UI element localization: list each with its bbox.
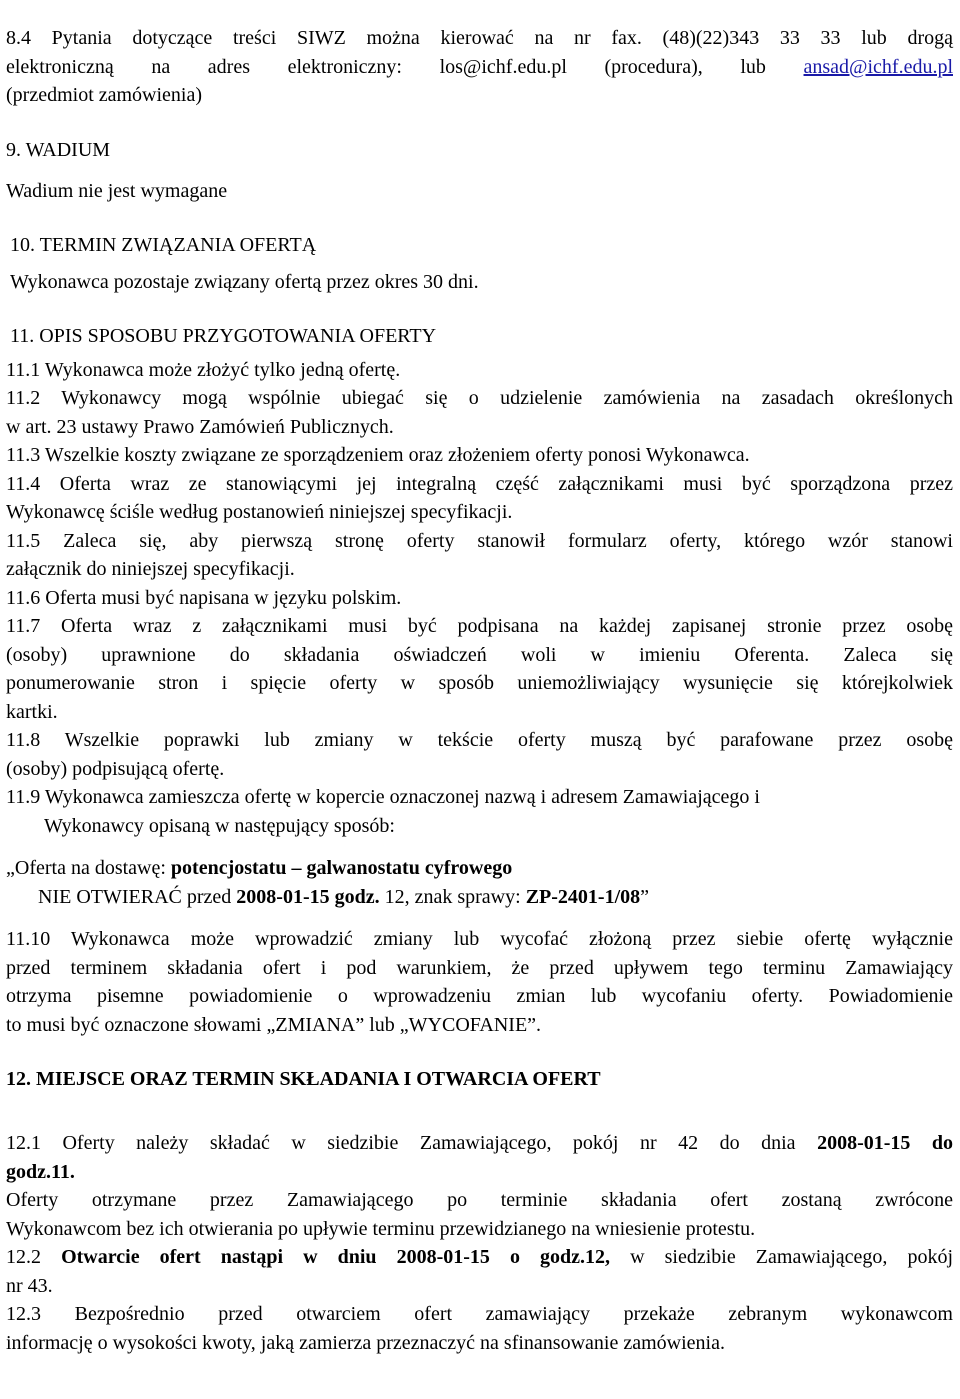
- paragraph-11-5-line-1: 11.5 Zaleca się, aby pierwszą stronę oferty stanowił formularz oferty, którego wzór stanowi: [6, 529, 953, 552]
- paragraph-11-10-line-4: to musi być oznaczone słowami „ZMIANA” lub „WYCOFANIE”.: [6, 1013, 542, 1036]
- heading-termin-zwiazania: 10. TERMIN ZWIĄZANIA OFERTĄ: [10, 233, 317, 256]
- paragraph-11-7-line-2: (osoby) uprawnione do składania oświadczeń woli w imieniu Oferenta. Zaleca się: [6, 643, 953, 666]
- section-10: [6, 231, 953, 296]
- paragraph-11-8-line-1: 11.8 Wszelkie poprawki lub zmiany w tekście oferty muszą być parafowane przez osobę: [6, 729, 953, 751]
- paragraph-11-7-line-4: kartki.: [6, 700, 58, 723]
- section-8-4: [6, 24, 953, 110]
- envelope-line-2: [6, 883, 953, 912]
- paragraph-11-9-line-1: 11.9 Wykonawca zamieszcza ofertę w kopercie oznaczonej nazwą i adresem Zamawiającego i: [6, 786, 760, 808]
- envelope-date: 2008-01-15 godz.: [236, 885, 380, 908]
- text-termin-zwiazania: Wykonawca pozostaje związany ofertą przez okres 30 dni.: [10, 270, 479, 293]
- deadline-date: 2008-01-15 do: [817, 1132, 953, 1154]
- paragraph-11-8-line-2: (osoby) podpisującą ofertę.: [6, 757, 225, 780]
- paragraph-12-2-line-1: [6, 1243, 953, 1272]
- paragraph-12-1-line-4: Wykonawcom bez ich otwierania po upływie terminu przewidzianego na wniesienie protestu.: [6, 1217, 756, 1240]
- paragraph-8-4-line-1: 8.4 Pytania dotyczące treści SIWZ można kierować na nr fax. (48)(22)343 33 33 lub drogą: [6, 27, 953, 49]
- text-wadium: Wadium nie jest wymagane: [6, 179, 228, 202]
- section-12-body: [6, 1129, 953, 1357]
- paragraph-11-9-line-2: Wykonawcy opisaną w następujący sposób:: [44, 814, 395, 837]
- paragraph-12-3-line-2: informację o wysokości kwoty, jaką zamierza przeznaczyć na sfinansowanie zamówienia.: [6, 1331, 725, 1354]
- section-12: [6, 1065, 953, 1357]
- heading-opis-sposobu: 11. OPIS SPOSOBU PRZYGOTOWANIA OFERTY: [10, 324, 437, 347]
- paragraph-11-10-line-1: 11.10 Wykonawca może wprowadzić zmiany lub wycofać złożoną przez siebie ofertę wyłącznie: [6, 928, 953, 950]
- envelope-subject: potencjostatu – galwanostatu cyfrowego: [170, 857, 513, 879]
- paragraph-11-10-line-3: otrzyma pisemne powiadomienie o wprowadzeniu zmian lub wycofaniu oferty. Powiadomienie: [6, 985, 953, 1007]
- text-8-4-email: elektroniczną na adres elektroniczny: los@ichf.edu.pl (procedura), lub: [6, 55, 804, 78]
- paragraph-11-1: 11.1 Wykonawca może złożyć tylko jedną ofertę.: [6, 358, 401, 381]
- number-12-2: 12.2: [6, 1246, 62, 1268]
- email-link[interactable]: ansad@ichf.edu.pl: [803, 55, 953, 78]
- paragraph-12-2-line-2: nr 43.: [6, 1274, 53, 1297]
- envelope-case-number: ZP-2401-1/08: [525, 885, 641, 908]
- paragraph-11-3: 11.3 Wszelkie koszty związane ze sporządzeniem oraz złożeniem oferty ponosi Wykonawca.: [6, 444, 750, 466]
- paragraph-8-4-line-3: (przedmiot zamówienia): [6, 84, 203, 106]
- heading-wadium: 9. WADIUM: [6, 138, 111, 161]
- envelope-case-label: , znak sprawy:: [404, 885, 526, 908]
- paragraph-11-2-line-1: 11.2 Wykonawcy mogą wspólnie ubiegać się o udzielenie zamówienia na zasadach określonych: [6, 387, 953, 409]
- paragraph-11-4-line-2: Wykonawcę ściśle według postanowień niniejszej specyfikacji.: [6, 501, 513, 523]
- paragraph-11-6: 11.6 Oferta musi być napisana w języku polskim.: [6, 586, 402, 609]
- opening-place: w siedzibie Zamawiającego, pokój: [610, 1246, 954, 1268]
- paragraph-11-7-line-1: 11.7 Oferta wraz z załącznikami musi być podpisana na każdej zapisanej stronie przez osobę: [6, 615, 953, 637]
- paragraph-12-1-line-3: Oferty otrzymane przez Zamawiającego po terminie składania ofert zostaną zwrócone: [6, 1189, 953, 1211]
- section-11-body: [6, 356, 953, 1040]
- paragraph-8-4-line-2: [6, 53, 953, 82]
- envelope-hour: 12: [379, 885, 405, 908]
- paragraph-12-1-line-1: [6, 1129, 953, 1158]
- document-page: [6, 24, 953, 1357]
- paragraph-11-2-line-2: w art. 23 ustawy Prawo Zamówień Publicznych.: [6, 415, 394, 438]
- envelope-prefix: „Oferta na dostawę:: [6, 857, 171, 879]
- paragraph-11-10-line-2: przed terminem składania ofert i pod warunkiem, że przed upływem tego terminu Zamawiający: [6, 956, 953, 979]
- deadline-hour: godz.11.: [6, 1160, 75, 1183]
- section-11: [6, 322, 953, 1040]
- envelope-do-not-open: NIE OTWIERAĆ przed: [38, 885, 237, 908]
- opening-date: Otwarcie ofert nastąpi w dniu 2008-01-15 o godz.12,: [61, 1246, 611, 1268]
- heading-miejsce-termin: 12. MIEJSCE ORAZ TERMIN SKŁADANIA I OTWARCIA OFERT: [6, 1068, 601, 1090]
- text-12-1: 12.1 Oferty należy składać w siedzibie Zamawiającego, pokój nr 42 do dnia: [6, 1132, 818, 1154]
- paragraph-11-7-line-3: ponumerowanie stron i spięcie oferty w sposób uniemożliwiający wysunięcie się którejkolwiek: [6, 672, 953, 694]
- envelope-close-quote: ”: [640, 885, 650, 908]
- paragraph-12-3-line-1: 12.3 Bezpośrednio przed otwarciem ofert zamawiający przekaże zebranym wykonawcom: [6, 1303, 953, 1325]
- paragraph-11-5-line-2: załącznik do niniejszej specyfikacji.: [6, 558, 295, 580]
- envelope-line-1: [6, 854, 953, 883]
- paragraph-11-4-line-1: 11.4 Oferta wraz ze stanowiącymi jej integralną część załącznikami musi być sporządzona przez: [6, 472, 953, 495]
- section-9: [6, 136, 953, 205]
